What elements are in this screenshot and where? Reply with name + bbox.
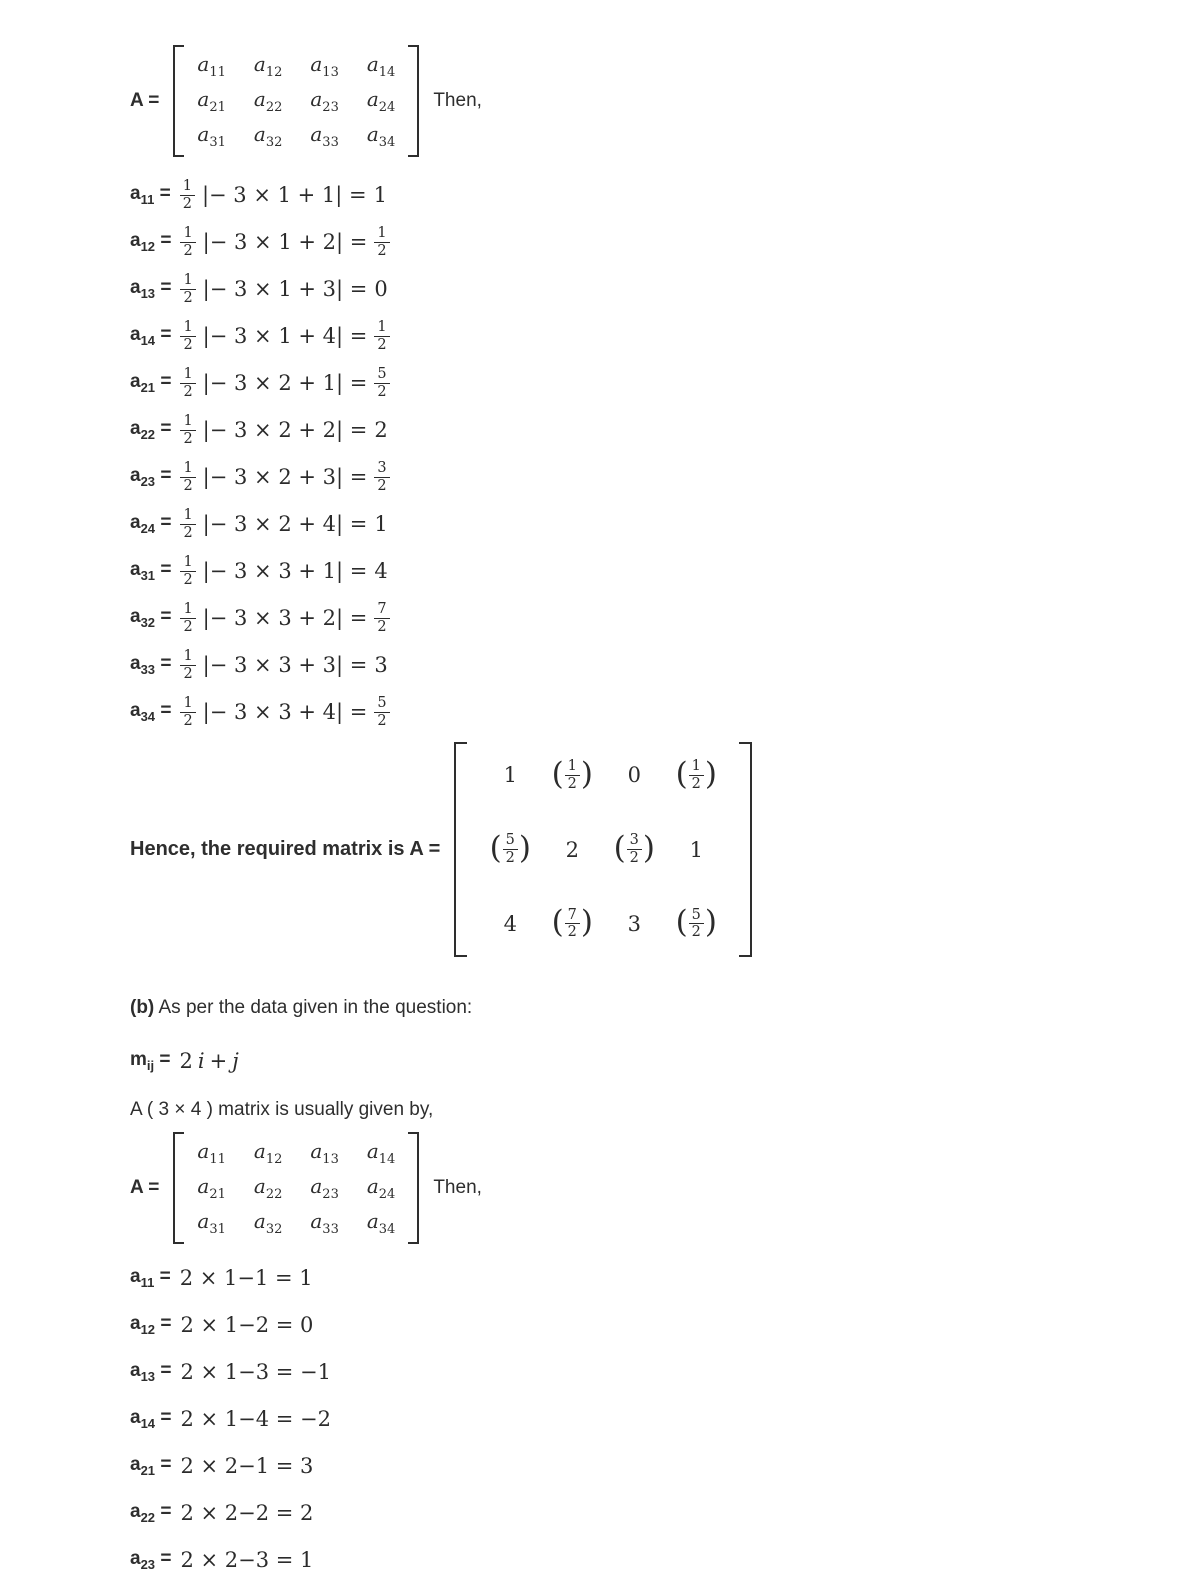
matrix-cell: 0 — [627, 763, 641, 788]
matrix-bracket-right — [408, 1132, 419, 1244]
matrix-bracket-right — [408, 45, 419, 157]
matrix-cell: $a_{24}$ — [366, 1174, 396, 1203]
matrix-cell: $a_{32}$ — [253, 122, 283, 150]
matrix-cell: $a_{11}$ — [197, 1139, 226, 1168]
matrix-cell: $a_{34}$ — [366, 122, 396, 150]
equation-b12: $a_{12}$ = 2 × 1−2 = 0 — [130, 1313, 314, 1338]
matrix-cell: ( $\frac{5}{2}$ ) — [489, 830, 532, 867]
matrix-cell: $a_{13}$ — [310, 52, 339, 80]
matrix-note: A ( 3 × 4 ) matrix is usually given by, — [130, 1099, 434, 1121]
matrix-cell: $a_{33}$ — [310, 1209, 339, 1238]
equation-a22: $a_{22}$ = $\frac{1}{2}$ |− 3 × 2 + 2| = 2 — [130, 412, 388, 447]
matrix-b-definition — [130, 1137, 1150, 1239]
equation-a23: $a_{23}$ = $\frac{1}{2}$ |− 3 × 2 + 3| = $\frac{3}{2}$ — [130, 460, 1150, 494]
matrix-cell: $a_{14}$ — [366, 1139, 396, 1168]
equation-b11: $a_{11}$ = 2 × 1−1 = 1 — [130, 1266, 313, 1291]
matrix-cell: $a_{23}$ — [310, 1174, 339, 1203]
equation-a24: $a_{24}$ = $\frac{1}{2}$ |− 3 × 2 + 4| = 1 — [130, 506, 388, 541]
matrix-cell: $a_{22}$ — [253, 87, 283, 115]
matrix-cell: $a_{21}$ — [197, 1174, 226, 1203]
matrix-b-label: A = — [130, 1177, 160, 1199]
hence-label: Hence, the required matrix is A = — [130, 838, 441, 861]
matrix-cell: $a_{24}$ — [366, 87, 396, 115]
matrix-cell: $a_{12}$ — [253, 1139, 283, 1168]
equation-b21: $a_{21}$ = 2 × 2−1 = 3 — [130, 1454, 314, 1479]
equation-a34: $a_{34}$ = $\frac{1}{2}$ |− 3 × 3 + 4| = $\frac{5}{2}$ — [130, 695, 1150, 729]
matrix-cell: 1 — [689, 837, 703, 862]
matrix-bracket-right — [739, 742, 752, 957]
matrix-bracket-left — [454, 742, 467, 957]
equation-a13: $a_{13}$ = $\frac{1}{2}$ |− 3 × 1 + 3| = 0 — [130, 271, 388, 306]
matrix-a-label: A = — [130, 90, 160, 111]
matrix-cell: $a_{13}$ — [310, 1139, 339, 1168]
section-b-heading: (b) As per the data given in the question: — [130, 997, 473, 1019]
equation-b14: $a_{14}$ = 2 × 1−4 = −2 — [130, 1407, 331, 1432]
equation-a14: $a_{14}$ = $\frac{1}{2}$ |− 3 × 1 + 4| = $\frac{1}{2}$ — [130, 319, 1150, 353]
matrix-cell: $a_{34}$ — [366, 1209, 396, 1238]
matrix-bracket-left — [173, 1132, 184, 1244]
matrix-cell: 1 — [503, 763, 517, 788]
matrix-a-definition — [130, 50, 1150, 152]
generic-matrix-grid — [184, 1132, 408, 1244]
equation-b23: $a_{23}$ = 2 × 2−3 = 1 — [130, 1548, 314, 1573]
equation-a11: $a_{11}$ = $\frac{1}{2}$ |− 3 × 1 + 1| = 1 — [130, 177, 387, 212]
matrix-cell: $a_{23}$ — [310, 87, 339, 115]
equation-b22: $a_{22}$ = 2 × 2−2 = 2 — [130, 1501, 314, 1526]
result-statement — [130, 742, 1150, 957]
equation-a33: $a_{33}$ = $\frac{1}{2}$ |− 3 × 3 + 3| = 3 — [130, 647, 388, 682]
matrix-cell: $a_{31}$ — [197, 1209, 226, 1238]
matrix-cell: ( $\frac{5}{2}$ ) — [675, 904, 718, 941]
matrix-cell: ( $\frac{7}{2}$ ) — [551, 904, 594, 941]
generic-matrix — [173, 45, 419, 157]
generic-matrix — [173, 1132, 419, 1244]
matrix-cell: $a_{31}$ — [197, 122, 226, 150]
matrix-cell: $a_{11}$ — [197, 52, 226, 80]
then-label: Then, — [433, 1177, 482, 1199]
matrix-cell: $a_{33}$ — [310, 122, 339, 150]
matrix-cell: $a_{32}$ — [253, 1209, 283, 1238]
matrix-cell: $a_{14}$ — [366, 52, 396, 80]
matrix-cell: 3 — [627, 911, 641, 936]
generic-matrix-grid — [184, 45, 408, 157]
equation-a32: $a_{32}$ = $\frac{1}{2}$ |− 3 × 3 + 2| = $\frac{7}{2}$ — [130, 601, 1150, 635]
matrix-cell: ( $\frac{1}{2}$ ) — [675, 755, 718, 792]
equation-b13: $a_{13}$ = 2 × 1−3 = −1 — [130, 1360, 331, 1385]
result-matrix-grid — [467, 742, 739, 957]
matrix-cell: 4 — [503, 911, 517, 936]
mij-formula: $m_{ij}$ = 2 i + j — [130, 1049, 239, 1074]
matrix-cell: $a_{22}$ — [253, 1174, 283, 1203]
equation-a21: $a_{21}$ = $\frac{1}{2}$ |− 3 × 2 + 1| = $\frac{5}{2}$ — [130, 366, 1150, 400]
matrix-bracket-left — [173, 45, 184, 157]
matrix-cell: ( $\frac{1}{2}$ ) — [551, 755, 594, 792]
equation-a12: $a_{12}$ = $\frac{1}{2}$ |− 3 × 1 + 2| = $\frac{1}{2}$ — [130, 225, 1150, 259]
result-matrix — [454, 742, 752, 957]
then-label: Then, — [433, 90, 482, 111]
matrix-cell: 2 — [565, 837, 579, 862]
equation-a31: $a_{31}$ = $\frac{1}{2}$ |− 3 × 3 + 1| = 4 — [130, 553, 388, 588]
matrix-cell: $a_{21}$ — [197, 87, 226, 115]
matrix-cell: ( $\frac{3}{2}$ ) — [613, 830, 656, 867]
matrix-cell: $a_{12}$ — [253, 52, 283, 80]
